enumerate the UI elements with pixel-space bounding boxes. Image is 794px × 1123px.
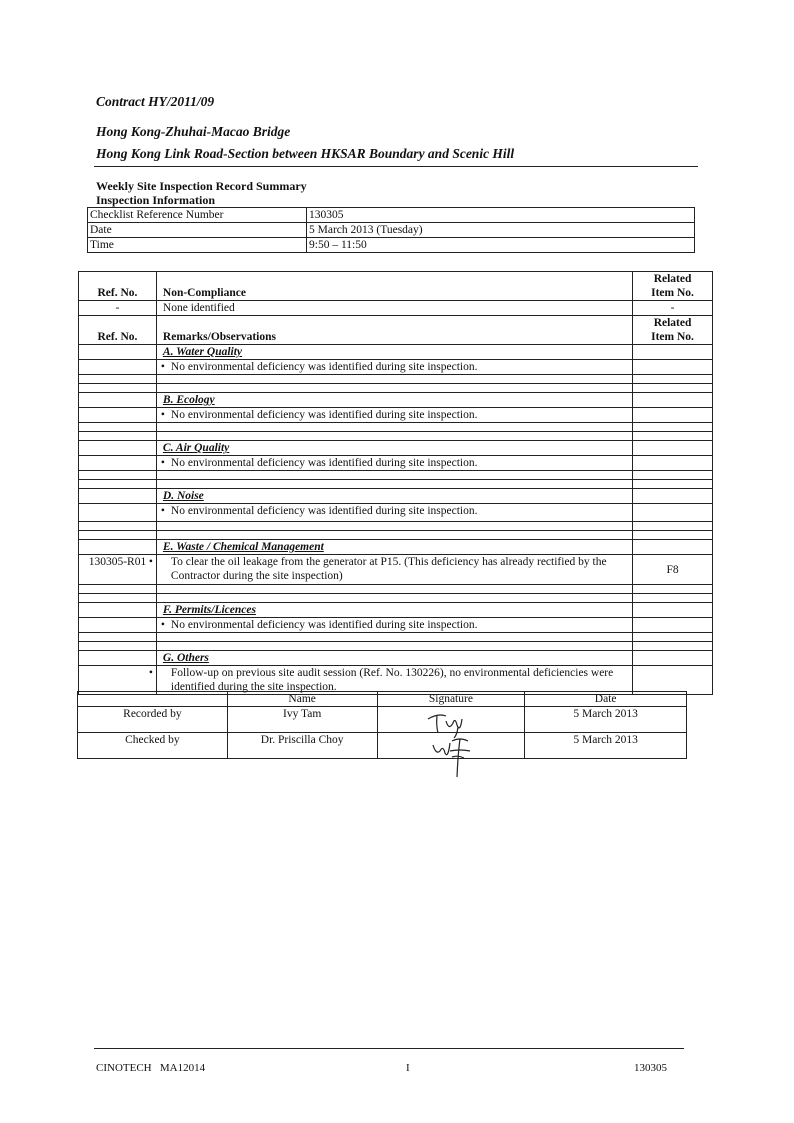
info-row — [88, 223, 695, 238]
signature-priscilla-choy — [430, 733, 490, 783]
remark-text: • Follow-up on previous site audit session (Ref. No. 130226), no environmental deficiencies were identified during the site inspection. — [156, 666, 632, 695]
section-heading: F. Permits/Licences — [156, 603, 632, 618]
related-cell — [633, 618, 713, 633]
remark-text: • To clear the oil leakage from the generator at P15. (This deficiency has already rectified by the Contractor during the site inspection) — [156, 555, 632, 585]
spacer-row — [79, 642, 713, 651]
col-related-header: Related Item No. — [633, 272, 713, 301]
ref-cell — [79, 456, 157, 471]
col-signature-header: Signature — [377, 692, 525, 707]
related-cell — [633, 408, 713, 423]
remark-text: • No environmental deficiency was identified during site inspection. — [156, 456, 632, 471]
col-noncompliance-header: Non-Compliance — [156, 272, 632, 301]
ref-cell — [79, 360, 157, 375]
footer-rule — [94, 1048, 684, 1049]
ref-cell: 130305-R01 — [79, 555, 157, 585]
signoff-table — [77, 691, 687, 759]
info-label: Date — [88, 223, 307, 238]
section-heading-row — [79, 603, 713, 618]
footer-company: CINOTECH MA12014 — [96, 1062, 206, 1074]
section-heading-row — [79, 345, 713, 360]
role-cell: Checked by — [78, 733, 228, 759]
section-heading: C. Air Quality — [156, 441, 632, 456]
spacer-row — [79, 594, 713, 603]
ref-cell — [79, 408, 157, 423]
ref-cell — [79, 618, 157, 633]
remark-text: • No environmental deficiency was identified during site inspection. — [156, 618, 632, 633]
signature-cell — [377, 707, 525, 733]
description-cell: None identified — [156, 301, 632, 316]
non-compliance-header-row — [79, 272, 713, 301]
col-date-header: Date — [525, 692, 687, 707]
remark-row — [79, 408, 713, 423]
related-cell — [633, 504, 713, 522]
section-heading-row — [79, 489, 713, 504]
footer-ref: 130305 — [634, 1062, 667, 1074]
section-heading-row — [79, 393, 713, 408]
related-cell: F8 — [633, 555, 713, 585]
inspection-info-title: Inspection Information — [96, 193, 216, 207]
remarks-header-row — [79, 316, 713, 345]
related-cell: - — [633, 301, 713, 316]
date-cell: 5 March 2013 — [525, 707, 687, 733]
remark-row — [79, 618, 713, 633]
name-cell: Ivy Tam — [227, 707, 377, 733]
inspection-info-table — [87, 207, 695, 253]
section-heading: G. Others — [156, 651, 632, 666]
col-ref-header: Ref. No. — [79, 272, 157, 301]
section-heading: B. Ecology — [156, 393, 632, 408]
col-remarks-header: Remarks/Observations — [156, 316, 632, 345]
spacer-row — [79, 384, 713, 393]
remark-row — [79, 456, 713, 471]
spacer-row — [79, 432, 713, 441]
footer-doc-number: MA12014 — [159, 1062, 206, 1074]
col-name-header: Name — [227, 692, 377, 707]
header-rule — [94, 166, 698, 167]
spacer-row — [79, 471, 713, 480]
section-heading-row — [79, 441, 713, 456]
remark-row — [79, 504, 713, 522]
related-cell — [633, 456, 713, 471]
info-value: 5 March 2013 (Tuesday) — [307, 223, 695, 238]
spacer-row — [79, 375, 713, 384]
spacer-row — [79, 531, 713, 540]
signature-cell — [377, 733, 525, 759]
section-heading: E. Waste / Chemical Management — [156, 540, 632, 555]
section-heading-row — [79, 540, 713, 555]
col-ref-header: Ref. No. — [79, 316, 157, 345]
contract-number: Contract HY/2011/09 — [96, 94, 215, 109]
spacer-row — [79, 633, 713, 642]
info-label: Time — [88, 238, 307, 253]
findings-table — [78, 271, 713, 695]
spacer-row — [79, 585, 713, 594]
remark-text: • No environmental deficiency was identified during site inspection. — [156, 504, 632, 522]
spacer-row — [79, 480, 713, 489]
name-cell: Dr. Priscilla Choy — [227, 733, 377, 759]
info-row — [88, 208, 695, 223]
col-related-header: Related Item No. — [633, 316, 713, 345]
ref-cell — [79, 504, 157, 522]
signoff-header-row — [78, 692, 687, 707]
info-value: 130305 — [307, 208, 695, 223]
signoff-row — [78, 707, 687, 733]
spacer-row — [79, 423, 713, 432]
project-subtitle: Hong Kong Link Road-Section between HKSAR Boundary and Scenic Hill — [96, 146, 515, 161]
non-compliance-row — [79, 301, 713, 316]
related-cell — [633, 360, 713, 375]
role-cell: Recorded by — [78, 707, 228, 733]
remark-row — [79, 360, 713, 375]
date-cell: 5 March 2013 — [525, 733, 687, 759]
page-number: I — [406, 1062, 410, 1074]
section-heading: D. Noise — [156, 489, 632, 504]
info-label: Checklist Reference Number — [88, 208, 307, 223]
info-value: 9:50 – 11:50 — [307, 238, 695, 253]
remark-text: • No environmental deficiency was identified during site inspection. — [156, 360, 632, 375]
signoff-row — [78, 733, 687, 759]
info-row — [88, 238, 695, 253]
remark-text: • No environmental deficiency was identified during site inspection. — [156, 408, 632, 423]
project-title: Hong Kong-Zhuhai-Macao Bridge — [96, 124, 291, 139]
section-heading-row — [79, 651, 713, 666]
section-heading: A. Water Quality — [156, 345, 632, 360]
spacer-row — [79, 522, 713, 531]
ref-cell: - — [79, 301, 157, 316]
remark-row — [79, 555, 713, 585]
summary-title: Weekly Site Inspection Record Summary — [96, 179, 307, 193]
